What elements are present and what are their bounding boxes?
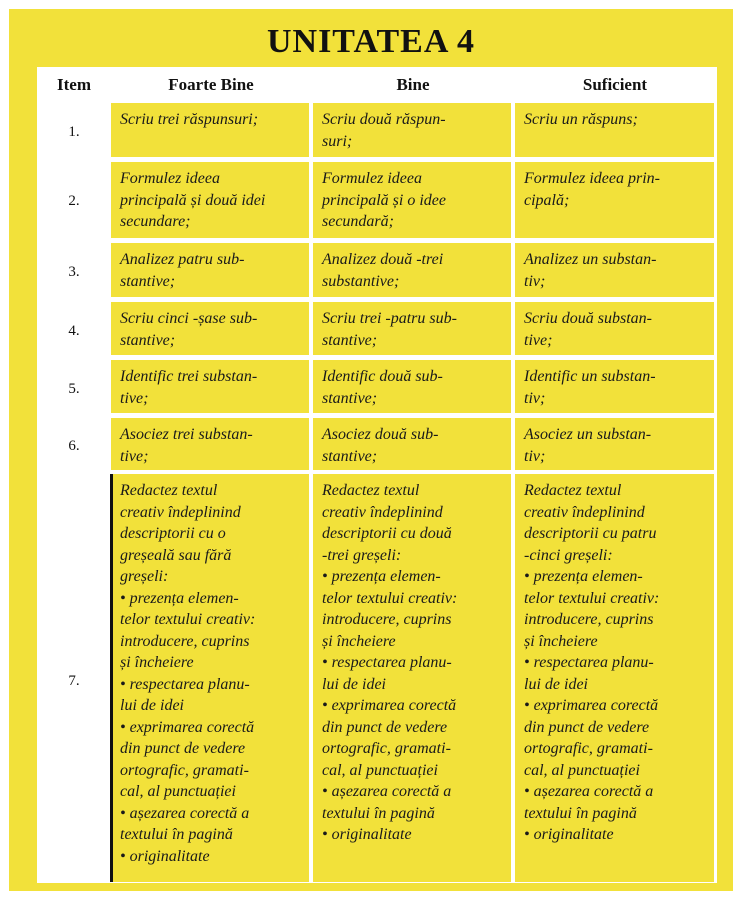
cell-suficient: Formulez ideea prin- cipală;: [515, 162, 714, 238]
header-bine: Bine: [396, 75, 430, 94]
page-frame: [9, 9, 733, 891]
row-number: 2.: [68, 193, 80, 209]
rubric-table: [37, 67, 717, 883]
row-number: 6.: [68, 438, 80, 454]
cell-suficient: Identific un substan- tiv;: [515, 360, 714, 413]
row-number: 4.: [68, 323, 80, 339]
cell-suficient: Analizez un substan- tiv;: [515, 243, 714, 297]
cell-foarte-bine: Scriu cinci -șase sub- stantive;: [111, 302, 309, 355]
cell-foarte-bine: Identific trei substan- tive;: [111, 360, 309, 413]
cell-bine: Formulez ideea principală și o idee secundară;: [313, 162, 511, 238]
cell-suficient: Scriu două substan- tive;: [515, 302, 714, 355]
page-title: UNITATEA 4: [266, 23, 476, 60]
cell-foarte-bine: Analizez patru sub- stantive;: [111, 243, 309, 297]
header-suficient: Suficient: [582, 75, 648, 94]
row-number: 1.: [68, 124, 80, 140]
cell-bine: Scriu trei -patru sub- stantive;: [313, 302, 511, 355]
row-number: 3.: [68, 264, 80, 280]
cell-suficient: Scriu un răspuns;: [515, 103, 714, 157]
row-number: 7.: [68, 673, 80, 689]
cell-bine: Asociez două sub- stantive;: [313, 418, 511, 470]
cell-suficient: Redactez textul creativ îndeplinind descriptorii cu patru -cinci greșeli: • prezența elemen- telor textului creativ: introducere, cuprins și încheiere • respectarea planu- lui de idei • exprimarea corectă din punct de vedere ortografic, gramati- cal, al punctuației • așezarea corectă a textului în pagină • originalitate: [515, 474, 714, 882]
row-divider-line: [110, 474, 113, 882]
header-foarte-bine: Foarte Bine: [168, 75, 254, 94]
cell-foarte-bine: Redactez textul creativ îndeplinind descriptorii cu o greșeală sau fără greșeli: • prezența elemen- telor textului creativ: introducere, cuprins și încheiere • respectarea planu- lui de idei • exprimarea corectă din punct de vedere ortografic, gramati- cal, al punctuației • așezarea corectă a textului în pagină • originalitate: [111, 474, 309, 882]
cell-foarte-bine: Formulez ideea principală și două idei secundare;: [111, 162, 309, 238]
cell-foarte-bine: Asociez trei substan- tive;: [111, 418, 309, 470]
header-item: Item: [57, 75, 91, 94]
cell-bine: Identific două sub- stantive;: [313, 360, 511, 413]
row-number: 5.: [68, 381, 80, 397]
cell-bine: Redactez textul creativ îndeplinind descriptorii cu două -trei greșeli: • prezența elemen- telor textului creativ: introducere, cuprins și încheiere • respectarea planu- lui de idei • exprimarea corectă din punct de vedere ortografic, gramati- cal, al punctuației • așezarea corectă a textului în pagină • originalitate: [313, 474, 511, 882]
cell-suficient: Asociez un substan- tiv;: [515, 418, 714, 470]
cell-bine: Scriu două răspun- suri;: [313, 103, 511, 157]
cell-bine: Analizez două -trei substantive;: [313, 243, 511, 297]
cell-foarte-bine: Scriu trei răspunsuri;: [111, 103, 309, 157]
